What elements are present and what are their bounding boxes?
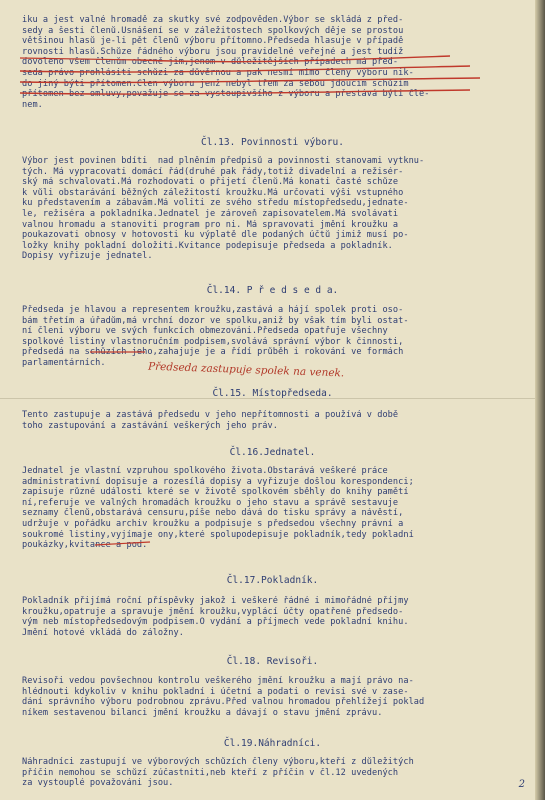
text-line: ský má schvalovati.Má rozhodovati o přijetí členů.Má konati časté schůze <box>22 177 399 188</box>
text-line <box>22 121 527 132</box>
text-line: Jmění hotové vkládá do záložny. <box>22 627 184 638</box>
text-line: poukazovati obnosy v hotovosti ku výplatě dle podaných účtů jimiž musí po- <box>22 230 409 241</box>
paragraph-cl13 <box>22 156 527 283</box>
text-line: seznamy členů,obstarává censuru,píše nebo dává do tisku správy a návěstí, <box>22 508 404 519</box>
paragraph-cl15 <box>22 410 527 431</box>
heading-cl16: Čl.16.Jednatel. <box>229 447 316 458</box>
text-line: soukromé listiny,vyjímaje ony,které spolupodepisuje pokladník,tedy pokladní <box>22 529 414 540</box>
text-line: dovoleno všem členům obecně jim,jenom v důležitějších případech má před- <box>22 57 399 68</box>
heading-cl13: Čl.13. Povinnosti výboru. <box>201 137 344 148</box>
text-line: do jiný býti přítomen.Člen výboru jenž nebyl třem za sebou jdoucím schůzím <box>22 78 409 89</box>
text-line: nem. <box>22 99 43 110</box>
text-line <box>22 551 527 562</box>
paragraph-cl16 <box>22 466 527 572</box>
text-line: tých. Má vypracovati domácí řád(druhé pak řády,totiž divadelní a režisér- <box>22 166 404 177</box>
paragraph-cl18 <box>22 676 527 740</box>
text-line: dání správního výboru podrobnou zprávu.Před valnou hromadou přehlížejí poklad <box>22 697 425 708</box>
text-line: ní členi výboru ve svých funkcích obmezováni.Předseda opatřuje všechny <box>22 326 388 337</box>
paragraph-top <box>22 15 527 132</box>
text-line: kroužku,opatruje a spravuje jmění kroužku,vyplácí účty opatřené předsedo- <box>22 606 404 617</box>
text-line: administrativní dopisuje a rozesílá dopisy a vyřizuje došlou korespondenci; <box>22 476 414 487</box>
text-line: ku představením a zábavám.Má voliti ze svého středu místopředsedu,jednate- <box>22 198 409 209</box>
text-line: sedy a šesti členů.Usnášení se v záležitostech spolkových děje se prostou <box>22 25 404 36</box>
text-line: většinou hlasů je-li pět členů výboru přítomno.Předseda hlasuje v případě <box>22 36 404 47</box>
heading-cl14: Čl.14. P ř e d s e d a. <box>206 285 339 296</box>
paragraph-cl19 <box>22 757 527 789</box>
text-line: Revisoři vedou povšechnou kontrolu veškerého jmění kroužku a mají právo na- <box>22 676 414 686</box>
text-line: bám třetím a úřadům,má vrchní dozor ve spolku,aniž by však tím byli ostat- <box>22 315 409 326</box>
text-line: zapisuje různé události které se v životě spolkovém sběhly do knihy pamětí <box>22 487 409 498</box>
text-line: Jednatel je vlastní vzpruhou spolkového života.Obstarává veškeré práce <box>22 466 388 476</box>
text-line <box>22 110 527 121</box>
text-line: níkem sestavenou bilanci jmění kroužku a dávají o stavu jmění zprávu. <box>22 707 383 718</box>
text-line <box>22 718 527 729</box>
paragraph-cl17 <box>22 596 527 649</box>
text-line: toho zastupování a zastávání veškerých jeho práv. <box>22 420 278 431</box>
text-line <box>22 561 527 572</box>
text-line <box>22 638 527 649</box>
text-line <box>22 273 527 284</box>
text-line: přítomen bez omluvy,považuje se za vystoupivšího z výboru a přestává býti čle- <box>22 89 430 100</box>
heading-cl19: Čl.19.Náhradníci. <box>223 738 322 749</box>
heading-cl18: Čl.18. Revisoři. <box>226 656 319 667</box>
text-line: iku a jest valné hromadě za skutky své zodpověden.Výbor se skládá z před- <box>22 15 404 25</box>
text-line: ní,referuje ve valných hromadách kroužku o jeho stavu a správě sestavuje <box>22 497 399 508</box>
text-line: hlédnouti kdykoliv v knihu pokladní i účetní a podati o revisi své v zase- <box>22 686 409 697</box>
page-number: 2 <box>518 779 525 790</box>
text-line: ložky knihy pokladní doložiti.Kvitance podepisuje předseda a pokladník. <box>22 240 393 251</box>
text-line: le, režiséra a pokladníka.Jednatel je zároveň zapisovatelem.Má svolávati <box>22 208 399 219</box>
text-line: příčin nemohou se schůzí zúčastniti,neb kteří z příčin v čl.12 uvedených <box>22 767 399 778</box>
text-line: k vůli obstarávání běžných záležitostí kroužku.Má určovati výši vstupného <box>22 187 404 198</box>
text-line: Předseda je hlavou a representem kroužku,zastává a hájí spolek proti oso- <box>22 305 404 315</box>
heading-cl15: Čl.15. Místopředseda. <box>212 388 333 399</box>
text-line: poukázky,kvitance a pod. <box>22 540 148 551</box>
heading-cl17: Čl.17.Pokladník. <box>226 575 319 586</box>
page-edge-shadow <box>535 0 545 800</box>
text-line: parlamentárních. <box>22 357 106 368</box>
text-line <box>22 262 527 273</box>
text-line: Dopisy vyřizuje jednatel. <box>22 251 153 262</box>
text-line: Náhradníci zastupují ve výborových schůzích členy výboru,kteří z důležitých <box>22 757 414 767</box>
text-line: spolkové listiny vlastnoručním podpisem,svolává správní výbor k činnosti, <box>22 336 404 347</box>
text-line: Tento zastupuje a zastává předsedu v jeho nepřítomnosti a používá v době <box>22 410 399 420</box>
text-line: Pokladník přijímá roční příspěvky jakož i veškeré řádné i mimořádné příjmy <box>22 596 409 606</box>
text-line: Výbor jest povinen bdíti nad plněním předpisů a povinnosti stanovami vytknu- <box>22 156 425 166</box>
text-line: předsedá na schůzích jeho,zahajuje je a řídí průběh i rokování ve formách <box>22 347 404 358</box>
text-line: za vystouplé považováni jsou. <box>22 778 174 789</box>
text-line: valnou hromadu a stanoviti program pro ni. Má spravovati jmění kroužku a <box>22 219 399 230</box>
text-line: vým neb místopředsedovým podpisem.O vydání a příjmech vede pokladní knihu. <box>22 617 409 628</box>
text-line: udržuje v pořádku archiv kroužku a podpisuje s předsedou všechny právní a <box>22 518 404 529</box>
text-line: rovnosti hlasů.Schůze řádného výboru jsou pravidelné veřejné a jest tudíž <box>22 46 404 57</box>
text-line: seda právo prohlásiti schůzi za důvěrnou a pak nesmí mimo členy výboru nik- <box>22 67 414 78</box>
handwritten-annotation: Předseda zastupuje spolek na venek. <box>147 360 345 380</box>
